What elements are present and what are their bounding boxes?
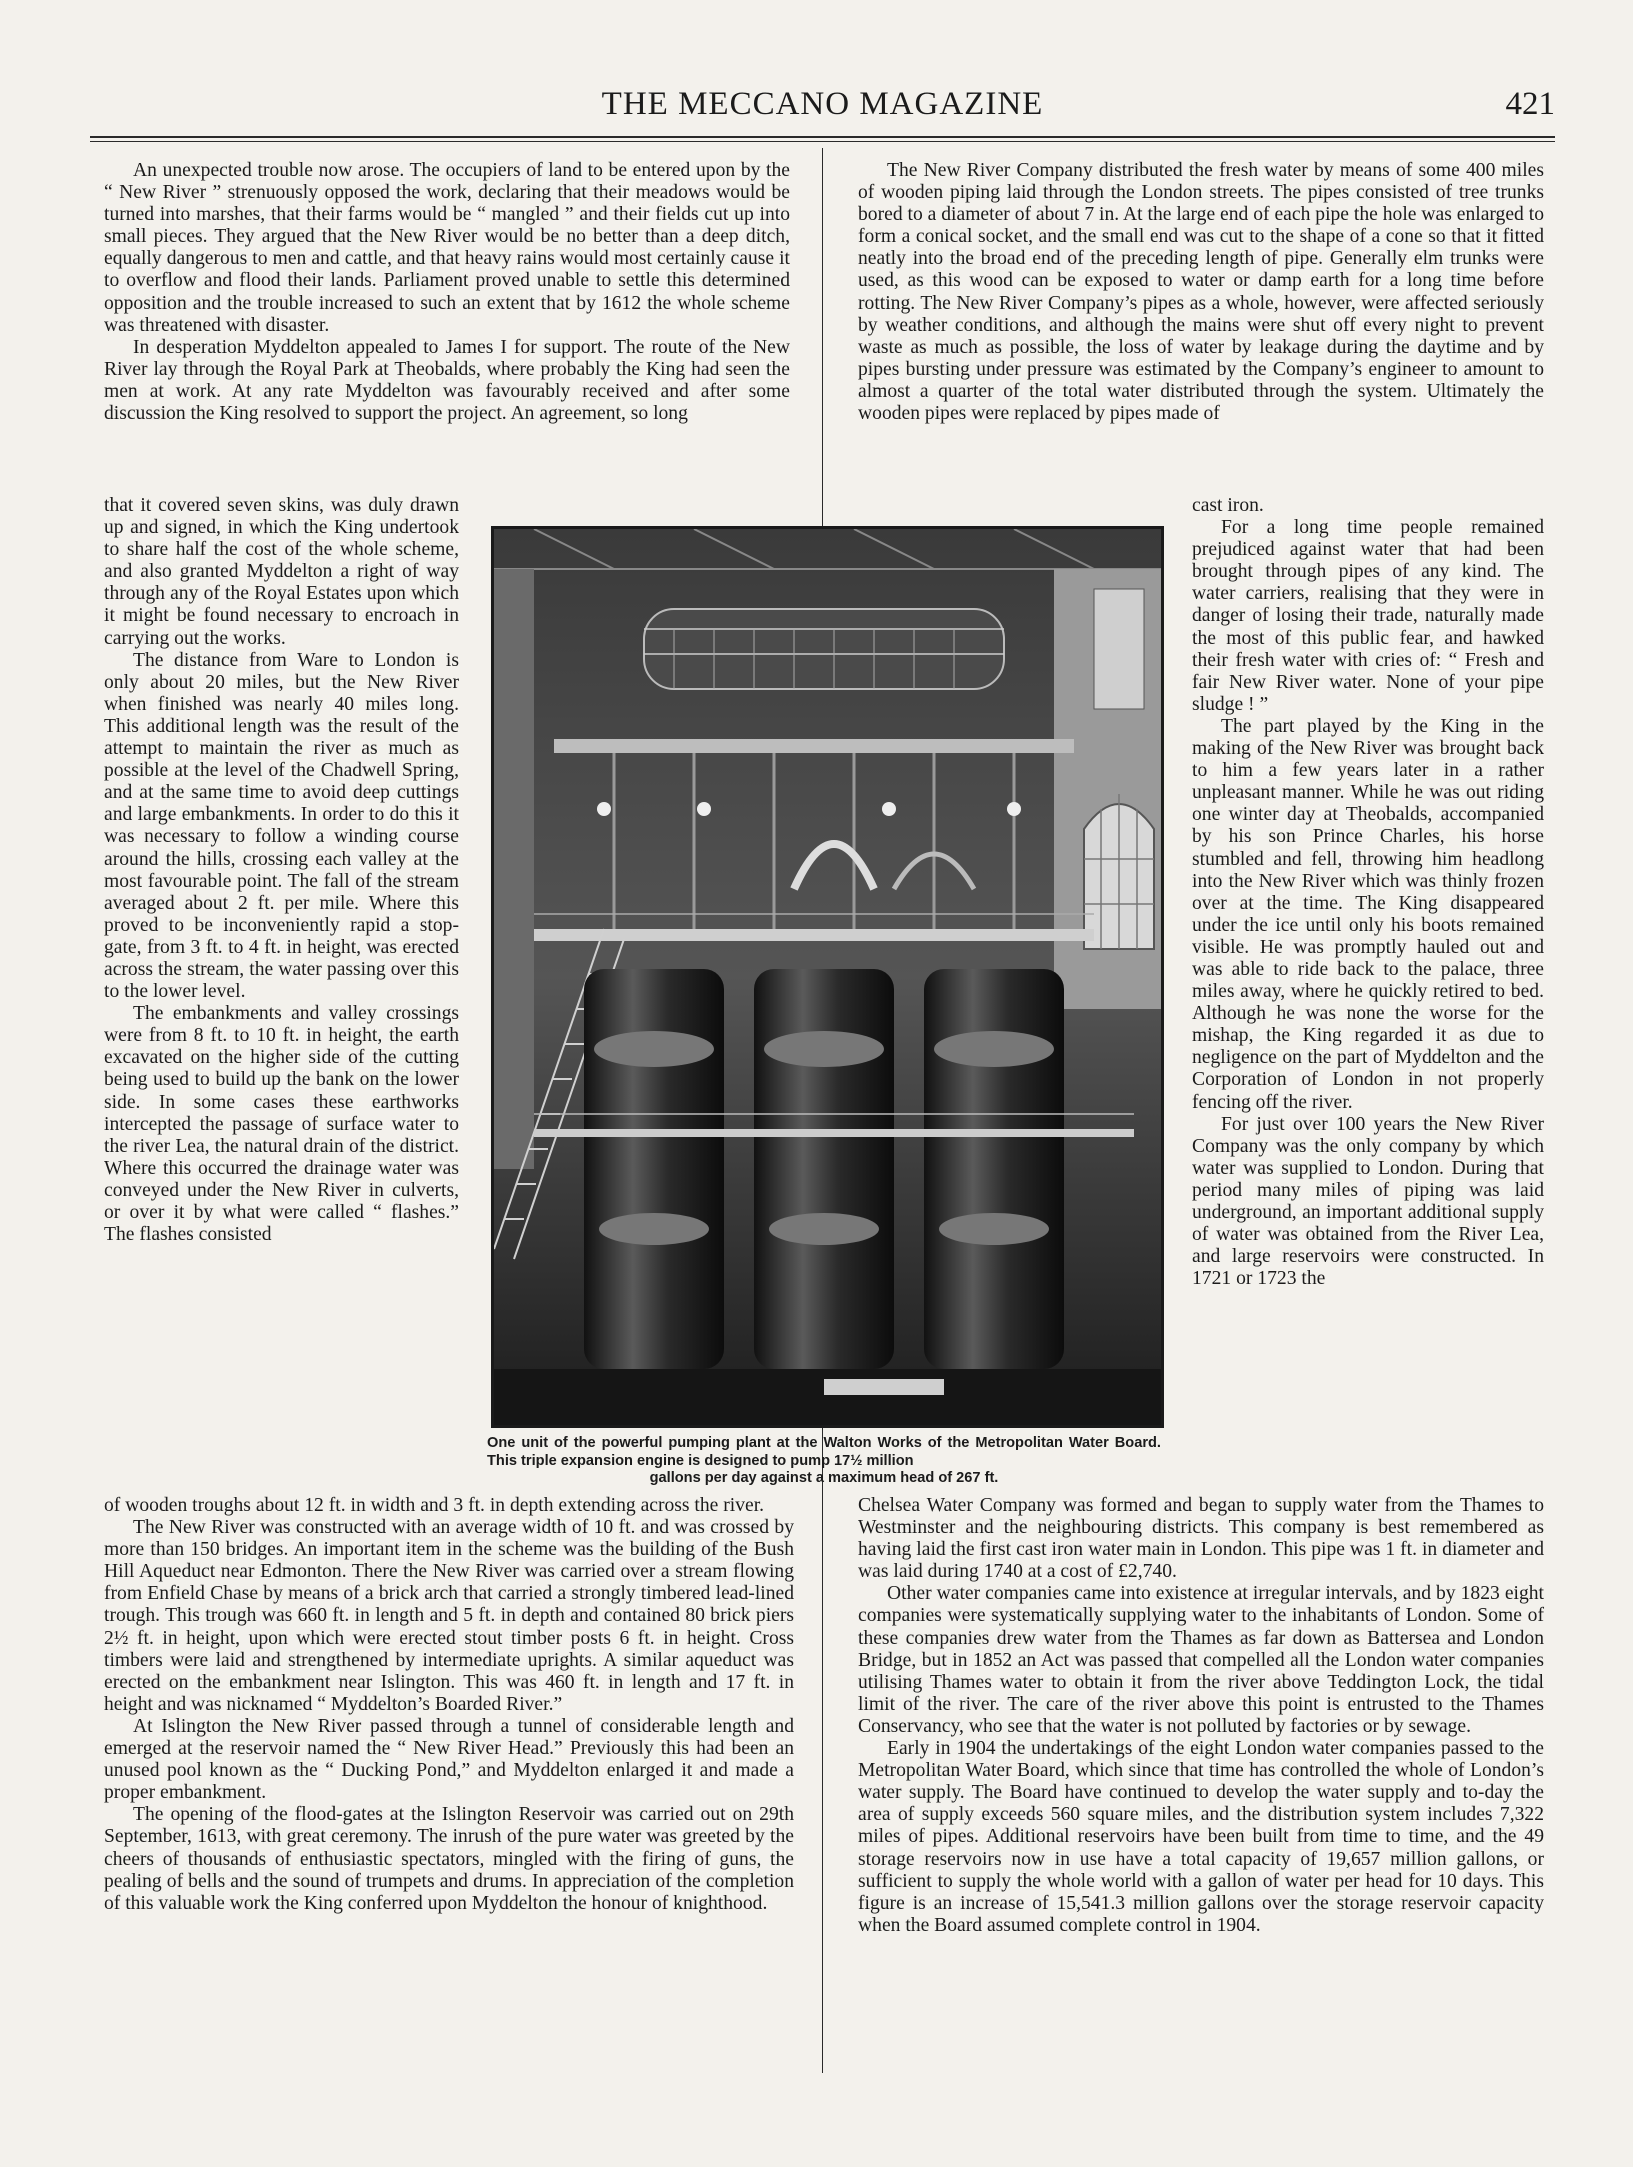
paragraph: For a long time people remained prejudiced against water that had been brought through pipes of any kind. The water carriers, realising that they were in danger of losing their trade, naturally made the most of this public fear, and hawked their fresh water with cries of: “ Fresh and fair New River water. None of your pipe sludge ! ” (1192, 517, 1544, 715)
engine-illustration (494, 529, 1161, 1425)
header-rule-thin (90, 141, 1555, 142)
paragraph: The distance from Ware to London is only about 20 miles, but the New River when finished was nearly 40 miles long. This additional length was the result of the attempt to maintain the river as much as possible at the level of the Chadwell Spring, and at the same time to avoid deep cuttings and large embankments. In order to do this it was necessary to follow a winding course around the hills, crossing each valley at the most favourable point. The fall of the stream averaged about 2 ft. per mile. Where this proved to be inconveniently rapid a stop-gate, from 3 ft. to 4 ft. in height, was erected across the stream, the water passing over this to the lower level. (104, 649, 459, 1003)
paragraph: Other water companies came into existence at irregular intervals, and by 1823 eight companies were systematically supplying water to the inhabitants of London. Some of these companies drew water from the Thames as far down as Battersea and London Bridge, but in 1852 an Act was passed that compelled all the London water companies utilising Thames water to obtain it from the river above Teddington Lock, the tidal limit of the river. The care of the river above this point is entrusted to the Thames Conservancy, who see that the water is not polluted by factories or by sewage. (858, 1583, 1544, 1737)
paragraph: Early in 1904 the undertakings of the eight London water companies passed to the Metropolitan Water Board, which since that time has controlled the whole of London’s water supply. The Board have continued to develop the water supply and to-day the area of supply exceeds 560 square miles, and the distribution system includes 7,322 miles of pipes. Additional reservoirs have been built from time to time, and the 49 storage reservoirs now in use have a total capacity of 19,657 million gallons, or sufficient to supply the whole world with a gallon of water per head for 10 days. This figure is an increase of 15,541.3 million gallons over the storage reservoir capacity when the Board assumed complete control in 1904. (858, 1738, 1544, 1936)
paragraph: The New River was constructed with an average width of 10 ft. and was crossed by more than 150 bridges. An important item in the scheme was the building of the Bush Hill Aqueduct near Edmonton. There the New River was carried over a stream flowing from Enfield Chase by means of a brick arch that carried a strongly timbered lead-lined trough. This trough was 660 ft. in length and 5 ft. in depth and contained 80 brick piers 2½ ft. in height, upon which were erected stout timber posts 6 ft. in height. Cross timbers were laid and strengthened by intermediate uprights. A similar aqueduct was erected on the embankment near Islington. This was 460 ft. in length and 17 ft. in height and was nicknamed “ Myddelton’s Boarded River.” (104, 1517, 794, 1715)
paragraph: The embankments and valley crossings were from 8 ft. to 10 ft. in height, the earth excavated on the higher side of the cutting being used to build up the bank on the lower side. In some cases these earthworks intercepted the passage of surface water to the river Lea, the natural drain of the district. Where this occurred the drainage water was conveyed under the New River in culverts, or over it by what were called “ flashes.” The flashes consisted (104, 1003, 459, 1246)
paragraph: At Islington the New River passed through a tunnel of considerable length and emerged at the reservoir named the “ New River Head.” Previously this had been an unused pool known as the “ Ducking Pond,” and Myddelton enlarged it and made a proper embankment. (104, 1715, 794, 1804)
left-column-bottom (104, 1495, 794, 1915)
paragraph: Chelsea Water Company was formed and began to supply water from the Thames to Westminster and the neighbouring districts. This company is best remembered as having laid the first cast iron water main in London. This pipe was 1 ft. in diameter and was laid during 1740 at a cost of £2,740. (858, 1495, 1544, 1583)
right-column-bottom (858, 1495, 1544, 1937)
pumping-engine-photo (491, 526, 1164, 1428)
right-column-wrap (1192, 495, 1544, 1290)
paragraph: For just over 100 years the New River Company was the only company by which water was supplied to London. During that period many miles of piping was laid underground, an important additional supply of water was obtained from the River Lea, and large reservoirs were constructed. In 1721 or 1723 the (1192, 1113, 1544, 1290)
paragraph: An unexpected trouble now arose. The occupiers of land to be entered upon by the “ New River ” strenuously opposed the work, declaring that their meadows would be turned into marshes, that their farms would be “ mangled ” and their fields cut up into small pieces. They argued that the New River would be no better than a deep ditch, equally dangerous to men and cattle, and that heavy rains would most certainly cause it to overflow and flood their lands. Parliament proved unable to settle this determined opposition and the trouble increased to such an extent that by 1612 the whole scheme was threatened with disaster. (104, 160, 790, 336)
header-rule (90, 136, 1555, 138)
left-column-top (104, 160, 790, 425)
paragraph: cast iron. (1192, 495, 1264, 516)
caption-text-last-line: gallons per day against a maximum head of 267 ft. (649, 1470, 999, 1486)
paragraph: The part played by the King in the making of the New River was brought back to him a few years later in a rather unpleasant manner. While he was out riding one winter day at Theobalds, accompanied by his son Prince Charles, his horse stumbled and fell, throwing him headlong into the New River which was thinly frozen over at the time. The King disappeared under the ice until only his boots remained visible. He was promptly hauled out and was able to ride back to the palace, three miles away, where he quickly retired to bed. Although he was none the worse for the mishap, the King regarded it as due to negligence on the part of Myddelton and the Corporation of London in not properly fencing off the river. (1192, 715, 1544, 1113)
paragraph: In desperation Myddelton appealed to James I for support. The route of the New River lay through the Royal Park at Theobalds, where probably the King had seen the men at work. At any rate Myddelton was favourably received and after some discussion the King resolved to support the project. An agreement, so long (104, 336, 790, 425)
page-number: 421 (1505, 86, 1555, 122)
paragraph: that it covered seven skins, was duly drawn up and signed, in which the King undertook to share half the cost of the whole scheme, and also granted Myddelton a right of way through any of the Royal Estates upon which it might be found necessary to encroach in carrying out the works. (104, 495, 459, 649)
caption-text: One unit of the powerful pumping plant at the Walton Works of the Metropolitan Water Board. This triple expansion engine is designed to pump 17½ million (487, 1435, 1161, 1469)
paragraph: The New River Company distributed the fresh water by means of some 400 miles of wooden piping laid through the London streets. The pipes consisted of tree trunks bored to a diameter of about 7 in. At the large end of each pipe the hole was enlarged to form a conical socket, and the small end was cut to the shape of a cone so that it fitted neatly into the broad end of the preceding length of pipe. Generally elm trunks were used, as this wood can be exposed to water or damp earth for a long time before rotting. The New River Company’s pipes as a whole, however, were affected seriously by weather conditions, and although the mains were shut off every night to prevent waste as much as possible, the loss of water by leakage during the daytime and by pipes bursting under pressure was estimated by the Company’s engineer to amount to almost a quarter of the total water distributed through the system. Ultimately the wooden pipes were replaced by pipes made of (858, 160, 1544, 425)
right-column-top (858, 160, 1544, 425)
paragraph: of wooden troughs about 12 ft. in width and 3 ft. in depth extending across the river. (104, 1495, 765, 1516)
magazine-title: THE MECCANO MAGAZINE (601, 86, 1044, 122)
left-column-wrap (104, 495, 459, 1246)
figure-caption (487, 1435, 1161, 1488)
paragraph: The opening of the flood-gates at the Islington Reservoir was carried out on 29th September, 1613, with great ceremony. The inrush of the pure water was greeted by the cheers of thousands of enthusiastic spectators, mingled with the firing of guns, the pealing of bells and the sound of trumpets and drums. In appreciation of the completion of this valuable work the King conferred upon Myddelton the honour of knighthood. (104, 1804, 794, 1914)
page-header (90, 86, 1555, 126)
